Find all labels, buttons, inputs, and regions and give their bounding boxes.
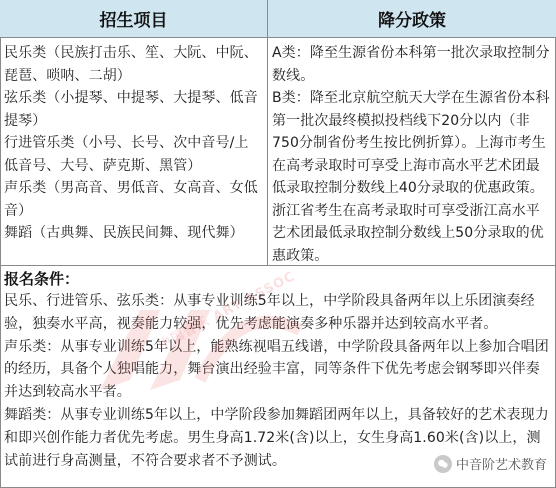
header-projects: 招生项目: [0, 0, 268, 38]
brand-logo-text: 中音阶艺术教育: [455, 458, 547, 473]
requirements-title: 报名条件：: [4, 270, 80, 288]
requirement-item: 舞蹈类：从事专业训练5年以上，中学阶段参加舞蹈团两年以上，具备较好的艺术表现力和即兴创作能力者优先考虑。男生身高1.72米(含)以上，女生身高1.60米(含)以上，测试前进行身高测量，不符合要求者不予测试。: [4, 406, 549, 469]
watermark-text: 中国音乐 ART ASSOC: [156, 268, 298, 354]
brand-logo: [431, 453, 550, 474]
projects-cell: [0, 38, 268, 266]
header-policy: 降分政策: [268, 0, 556, 38]
policy-a: A类：降至生源省份本科第一批次录取控制分数线。: [272, 45, 550, 84]
policy-cell: [268, 38, 556, 266]
project-item: 声乐类（男高音、男低音、女高音、女低音）: [4, 180, 258, 219]
project-item: 舞蹈（古典舞、民族民间舞、现代舞）: [4, 225, 244, 241]
wechat-icon: [434, 455, 452, 473]
requirement-item: 民乐、行进管乐、弦乐类：从事专业训练5年以上，中学阶段具备两年以上乐团演奏经验，独奏水平高，视奏能力较强，优先考虑能演奏多种乐器并达到较高水平者。: [4, 293, 535, 332]
project-item: 弦乐类（小提琴、中提琴、大提琴、低音提琴）: [4, 90, 258, 129]
project-item: 行进管乐类（小号、长号、次中音号/上低音号、大号、萨克斯、黑管）: [4, 135, 249, 174]
project-item: 民乐类（民族打击乐、笙、大阮、中阮、琵琶、唢呐、二胡）: [4, 45, 258, 84]
policy-b: B类：降至北京航空航天大学在生源省份本科第一批次最终模拟投档线下20分以内（非750分制省份考生按比例折算）。上海市考生在高考录取时可享受上海市高水平艺术团最低录取控制分数线上40分录取的优惠政策。浙江省考生在高考录取时可享受浙江高水平艺术团最低录取控制分数线上50分录取的优惠政策。: [272, 90, 550, 264]
requirement-item: 声乐类：从事专业训练5年以上，能熟练视唱五线谱，中学阶段具备两年以上参加合唱团的经历，具备个人独唱能力，舞台演出经验丰富，同等条件下优先考虑会钢琴即兴伴奏并达到较高水平者。: [4, 338, 549, 401]
